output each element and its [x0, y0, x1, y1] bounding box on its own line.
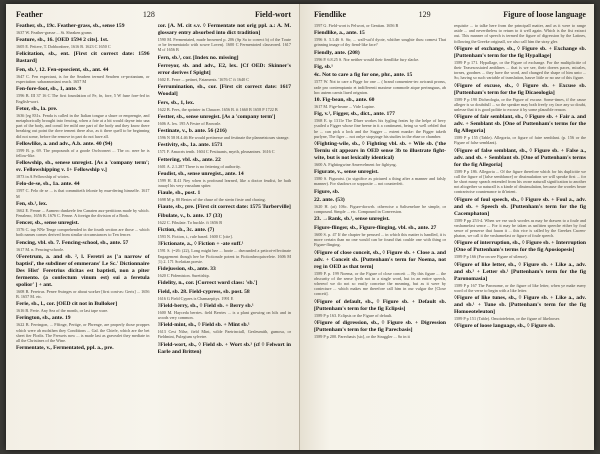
entry-citation: 1600 S. p. 47 If the chapter be perused ... in which this matter is handled, it is more certain than no one would can be found that coulde one with thing or Figure-flinging. — [314, 231, 446, 248]
entry-headword — [158, 303, 292, 310]
entry-headword — [314, 64, 446, 71]
entry-headword — [16, 86, 150, 93]
entry-headword-text: Fen, sb.¹, lex. — [16, 200, 48, 207]
entry-headword-text: ◊Figure of digression, sb., ◊ Figure sb. + Digression [Puttenham's term for the fig Parecbasis] — [314, 319, 446, 333]
dictionary-entry — [314, 97, 446, 109]
dictionary-entry — [16, 220, 150, 237]
entry-citation: 1589 P p 200. Parecbasis [sic], or the Straggler ... So in it — [314, 333, 410, 339]
entry-citation: 1596 S. 3.1.46 S. Sir, ... wall-sai'd dyote, whither soughte thou comest That grinning image of thy fiend-like face? — [314, 37, 446, 48]
entry-citation: 1605 E. Peitere, T. Dobbonbree, 1616 B. 1623 C 1650 C — [16, 44, 111, 50]
entry-headword-text: Fidejussion, sb., ante. 33 — [157, 265, 216, 272]
entry-citation: 1613 Cest Nilse, field Mint, wilde Paetrinciall, Gesleumith, gumosa, or Fieldmint, Pulegium sylvetre. — [157, 329, 291, 340]
dictionary-entry — [454, 23, 586, 44]
dictionary-entry — [314, 72, 446, 95]
entry-headword-text: Fidelity, n., cor. [Correct word class: 'sb.'] — [157, 280, 258, 287]
entry-headword — [314, 72, 446, 79]
dictionary-entry — [16, 301, 150, 313]
entry-headword — [454, 197, 586, 218]
dictionary-entry — [16, 315, 150, 343]
entry-headword — [314, 299, 446, 313]
dictionary-entry — [158, 303, 292, 320]
right-running-head-last: Figure of loose language — [503, 10, 586, 19]
entry-headword — [158, 157, 292, 164]
entry-citation: 1596 P. 6.8.25 S. Nor neither would their fiendlike fury slacke. — [314, 56, 420, 62]
entry-citation: 1873 in A Fellowship of wiotes. — [16, 174, 70, 180]
dictionary-entry — [16, 23, 150, 35]
entry-headword-text: ◊Field-wort, sb., ◊ Field sb. + Wort sb.¹ (cf ◊ Felwort in Earle and Britten) — [157, 341, 291, 355]
entry-citation: 1616 G Field Cypres is Chamaepitys. 1991 E — [157, 295, 234, 301]
entry-citation: 1597 C. Felo de se ... is that committeth felonie by mur-dering himselfe. 1617 M — [16, 188, 150, 199]
entry-headword-text: Fellowship, sb., senese unregist. [As a 'company term'; sv. Fellowshipping v. 1+ Fellowship v.] — [16, 160, 150, 174]
entry-citation: 1589 P p 167 The Paronome, or the figure of like letter, when ye make euery word of the verse to begin with a like letter. — [454, 282, 586, 293]
right-page-number: 129 — [418, 10, 431, 19]
entry-citation: 1600 A. Fightingwine Amervelment for fightyng. — [314, 161, 397, 167]
entry-headword — [158, 114, 292, 121]
entry-headword — [158, 23, 292, 37]
entry-headword-text: Fetor, sb., la. pre. — [16, 105, 58, 112]
entry-citation: 1602 E. Ferre ... petinet, Fataments. '1676 C' ft 1640 C — [157, 77, 250, 83]
dictionary-entry — [314, 169, 446, 186]
entry-headword-text: Fen-fore-foot, sb., 1, ante. 9 — [16, 86, 82, 93]
dictionary-entry — [16, 345, 150, 352]
dictionary-entry — [16, 240, 150, 252]
entry-headword — [16, 23, 150, 30]
entry-headword — [16, 220, 150, 227]
entry-citation: 1596 N 58 H.4.46 He would pretinesse and festinate the plannetstoues strange. — [157, 135, 290, 141]
dictionary-entry — [16, 141, 150, 158]
entry-headword — [158, 190, 292, 197]
entry-headword — [454, 295, 586, 316]
dictionary-entry — [158, 289, 292, 301]
entry-headword — [16, 345, 150, 352]
right-page — [300, 4, 594, 450]
entry-headword-text: 4c. Not to care a fig for one, phr., ante. 15 — [314, 72, 413, 79]
entry-citation: 1600 M. Hayceda berries. field Berries ... is a plant growing on hils and in woods very common. — [157, 309, 291, 321]
entry-headword-text: Ferie, sb., l., cor. [OED cit not in Bulloker] — [16, 301, 118, 308]
dictionary-entry — [158, 128, 292, 140]
entry-citation: 1568 E. tp 1311e The Dluer workes his fygling feates by the helpe of hevy ysatled a Figger whose fine beene in it a continuent, being so well cebled that he ... can pick a lock and the Sugger ... extent manke: the Figger taketh purlyne, The figer ... not onlye stopyinge his studies in the ebae or chamber. — [314, 118, 446, 139]
entry-citation: 1601 A. 2.1.287 There is no fettering of authority. — [157, 163, 241, 169]
entry-headword-text: Feature, sb., 16. [OED 1594 2 cits]. 1st. — [16, 37, 109, 44]
dictionary-entry — [454, 240, 586, 259]
left-page — [6, 4, 300, 450]
entry-headword-text: Ferington, sb., ante. 19 — [16, 315, 71, 322]
entry-headword — [158, 266, 292, 273]
entry-headword — [314, 250, 446, 271]
dictionary-entry — [454, 295, 586, 321]
entry-headword-text: Feather, sb., 19c. Feather-grass, sb., sense 159 — [16, 23, 125, 29]
dictionary-entry — [314, 30, 446, 47]
entry-citation: requisite ... to talke here from the principall matter, and as it were to range aside ... and nevertheless to return to it well again. Which is the fist extract out. This manner of speech is termed the figure of digression by the Latines, following the Greeke originall, we also call him the stray gler. — [454, 23, 586, 44]
entry-headword — [158, 55, 292, 62]
entry-headword-text: ◊Figure of fair semblant, sb., ◊ Figure sb. + Fair a. and adv. + Semblant sb. [One of Puttenham's terms for the fig Allegoria] — [454, 114, 586, 135]
entry-headword-text: ◊Figure of default, sb., ◊ Figure sb. + Default sb. [Puttenham's term for the fig Eclipsis] — [314, 298, 446, 312]
entry-headword — [454, 148, 586, 169]
entry-headword — [16, 67, 150, 74]
entry-citation: 1589 P pp 253-4. When we vse such wordes as may be drawen to a foule and vnshamefast sence ... For it may be taken as unfitten speeche either by foul sence of peruerse that fauon it ... this vice is called by the Greekes Cacem-phaton, we call it the vnshamefast or figure of foule speech. — [454, 217, 586, 239]
dictionary-entry — [16, 181, 150, 198]
entry-headword-text: 23. →Rank, sb.¹, sense unregist. — [314, 216, 390, 223]
dictionary-entry — [158, 23, 292, 53]
entry-headword — [314, 216, 446, 223]
entry-headword-text: Festivity, sb., 1a. ante. 1571 — [157, 142, 223, 149]
left-running-head-last: Field-wort — [255, 10, 291, 19]
dictionary-entry — [314, 189, 446, 196]
entry-citation: 1636 [eg 831s. Fenda is called in the Italian tongue a shure or emprengie, and metaphorically brought into fencing, when a fote at a bit would dayne into una part of the body, and consil fee mild one part of the body and they know there breaking out point the dove tement there also, as it there quell to be beginning did not some, before the remove in part do not have all. — [16, 112, 150, 139]
entry-citation: 1599 H. II.41 Ney when is profound learned, like a doctor feudist, he hath trauayl his very vassalum spiter. — [157, 177, 291, 189]
entry-citation: 1589 P p 190 Dicheologia, or the Figure of excuse. Some-times, if the cause alleger is so doubtfull ... so the speaker may both freely cry face any so doubt, unlesse that it is good politie to excuse it by some plausible reason. — [454, 96, 586, 113]
entry-citation: 1622 C. Fibulate. To buckle. ft 1656 B — [157, 219, 223, 225]
entry-citation: 1662 E. Fenne ... Aumero dunkeele fen Canaten aux-pertitions made by which. Fenaleno, 1656 B. 1676 C. Fenne. A foreign the division of a Book. — [16, 207, 150, 218]
entry-headword — [158, 342, 292, 356]
entry-headword — [454, 83, 586, 97]
right-page-header — [314, 10, 586, 19]
entry-headword — [314, 169, 446, 176]
entry-citation: 1606 A. lex. 195 A Festre of Brownle. — [157, 121, 222, 127]
entry-citation: 1647 C. Fen expectant, is for the Seadren termed Seadren ce-protantum, or expectation: sabaranoniant reach. 1657 M — [16, 73, 150, 85]
entry-headword-text: Fermentate, v., Fermentated, ppl. a., pre. — [16, 345, 114, 352]
entry-headword — [16, 37, 150, 44]
dictionary-entry — [158, 241, 292, 264]
entry-citation: 1591 S. (=26: (22), Long might hee ... hoote ... dsecunded a peticot-effectinate Engagement though hee be Fictionale potent in Fictionhecquiwelete. 1606 M (1) 2. 171 Scelatian poesie. — [157, 248, 291, 264]
dictionary-entry — [158, 100, 292, 112]
dictionary-entry — [158, 190, 292, 202]
dictionary-entry — [16, 86, 150, 103]
entry-citation: 1589 P p 151 (Table). Omoioteleton, or the figure of likelooser. — [454, 316, 560, 322]
dictionary-entry — [314, 250, 446, 297]
entry-headword-text: Fiendlike, a., ante. 15 — [314, 30, 365, 37]
entry-citation: 1599 B. p. 69. The propounds of a goode Owlwonert ... The oc. nere be is fellow-like. — [16, 147, 150, 158]
entry-headword-text: Felicitation, sb., ent. [First cit correct date: 1596 Bastard] — [16, 51, 150, 65]
entry-headword — [158, 128, 292, 135]
entry-headword — [158, 142, 292, 149]
entry-headword — [158, 84, 292, 98]
dictionary-entry — [454, 323, 586, 330]
entry-citation: 1593 N. Fiction, t., rule based. 1600 C [cite]. — [157, 234, 233, 240]
entry-citation: 1620 C Fidemision. Suretiship. — [157, 272, 210, 278]
entry-headword-text: Fern, sb.¹, cor. [Index no. missing] — [157, 54, 239, 61]
dictionary-entry — [314, 141, 446, 167]
entry-headword — [314, 197, 446, 204]
entry-headword — [454, 114, 586, 135]
entry-headword-text: Fibulate, v., b. ante. 17 (33) — [157, 212, 223, 219]
entry-citation: 1622 B. Ferringon, ... Fffinge, Peritge, or Phrenge, are properly those proppes which were ab molsthen they Conditions ... Gal. the Chiefe, which are the bet sheet fier Flodis. The Fressets now ... is made last as gravealet they mediate in all the Christines of the Wine. — [16, 322, 150, 343]
entry-headword-text: ◊Figure of interruption, sb., ◊ Figure sb. + Interruption [One of Puttenham's terms for the fig Aposiopesis] — [454, 240, 586, 254]
left-page-number: 128 — [142, 10, 155, 19]
dictionary-entry — [454, 148, 586, 195]
entry-headword-text: Ferrumination, sb., cor. [First cit correct date: 1617 Woodal] — [157, 84, 291, 98]
entry-citation: 1589 P p 155 (Table). Allegoria, or figure of faire semblant. (p. 156 or the Figure of false semblant). — [454, 135, 586, 146]
entry-citation: 1617 M. Fige-beane ... Vide Lupine. — [314, 103, 375, 109]
entry-headword-text: ◊Fictionate, a., ◊ Fiction + -ate suff.¹ — [157, 241, 244, 248]
right-column-2 — [454, 23, 586, 450]
left-running-head-first: Feather — [16, 10, 43, 19]
entry-citation: 1589 P p 163. Eclipsis or the Figure of default. — [314, 312, 393, 318]
entry-citation: 1637 W. Feather-grasse ... St. Sheaken grams — [16, 30, 92, 35]
entry-headword-text: ◊Figure of like letter, sb., ◊ Figure sb. + Like a., adv. and sb.¹ + Letter sb.¹ [Puttenham's term for the fig Paronomasia] — [454, 261, 586, 282]
entry-headword-text: Fen, sb.¹, 12. Fen-epsecient, sb., ant. 44 — [16, 66, 109, 73]
left-column-1 — [16, 23, 150, 450]
entry-headword-text: Fiendly, ante. (208) — [314, 49, 360, 56]
entry-headword — [16, 160, 150, 174]
entry-headword-text: ◊Figure of loose language, sb., ◊ Figure sb. — [454, 323, 555, 330]
dictionary-entry — [314, 197, 446, 214]
entry-headword-text: Figure-flinger, sb., Figure-flinging, vbl. sb., ante. 27 — [314, 224, 437, 231]
dictionary-entry — [16, 67, 150, 84]
dictionary-entry — [158, 63, 292, 82]
dictionary-entry — [454, 83, 586, 113]
entry-headword-text: Figure, sb. — [314, 188, 340, 195]
dictionary-entry — [16, 51, 150, 65]
dictionary-entry — [314, 225, 446, 248]
entry-headword — [314, 30, 446, 37]
entry-headword — [314, 141, 446, 162]
entry-headword-text: ◊Field-berry, sb., ◊ Field sb. + Berry sb.¹ — [157, 302, 254, 309]
dictionary-entry — [158, 204, 292, 211]
dictionary-entry — [314, 50, 446, 62]
entry-headword — [158, 213, 292, 220]
entry-headword-text: ◊Figure of false semblant, sb., ◊ Figure sb. + False a., adv. and sb. + Semblant sb. [One of Puttenham's terms for the fig Allegoria] — [454, 147, 586, 168]
dictionary-entry — [158, 55, 292, 62]
dictionary-entry — [158, 213, 292, 225]
dictionary-entry — [314, 23, 446, 28]
entry-headword-text: Felo-de-se, sb., 1a. ante. 44 — [16, 181, 80, 188]
entry-headword-text: ◊Figure of excuse, sb., ◊ Figure sb. + Excuse sb. [Puttenham's term for the fig Dicaeologia] — [454, 82, 586, 96]
entry-headword-text: Fencer, sb., sense unregist. — [16, 220, 79, 227]
entry-headword-text: ◊Figure of foul speech, sb., ◊ Figure sb. + Foul a., adv. and sb. + Speech sb. [Puttenham's term for the fig Cacemphaton] — [454, 196, 586, 217]
entry-headword — [16, 141, 150, 148]
entry-citation: 1589 P p 166 (For on see Figure of silence). — [454, 254, 528, 260]
entry-headword — [314, 320, 446, 334]
left-page-header — [16, 10, 291, 19]
dictionary-entry — [454, 46, 586, 81]
entry-headword — [16, 254, 150, 289]
entry-citation: 1590 M. Fermentated, made brosened p. 206 (Sp Sa to correct b) of the Toute or be fermentatolo with sowre Loven). 1600 C Fermentoted classeored. 1617 M cf 1656 B — [157, 37, 291, 53]
entry-headword-text: Fiaule, sb., post. 1 — [157, 190, 201, 197]
dictionary-entry — [158, 171, 292, 188]
dictionary-entry — [158, 322, 292, 339]
dictionary-entry — [16, 160, 150, 179]
entry-headword — [454, 323, 586, 330]
entry-headword — [314, 97, 446, 104]
entry-headword-text: Fiction, sb., 3c. ante. (7) — [157, 227, 215, 234]
entry-citation: 1608 B. Feretrus. Penee Swinges or about worker [first cont-as: Geris] ... 1656 B. 1657 M. etc. — [16, 288, 150, 299]
entry-headword — [16, 201, 150, 208]
entry-headword — [158, 171, 292, 178]
entry-headword-text: 10. Fig-bean, sb., ante. 60 — [314, 96, 375, 103]
entry-citation: 1616 B. Ferie. Any Sea of the month, or last tape ware. — [16, 308, 109, 314]
entry-headword-text: Ferreyor, sb. and adv., E2, lex. [Cf OED: Skinner's error derives f Spight] — [157, 63, 291, 77]
dictionary-entry — [16, 106, 150, 139]
entry-headword-text: Fig, v.¹, Figger, sb., dict., ante. 177 — [314, 111, 395, 118]
entry-headword-text: ◊Fighting-wile, sb., ◊ Fighting vbl. sb. + Wile sb. ('the Terniu sit appears in OED sense 3b to illustrate fight-wite, but is not lexically identical) — [314, 140, 446, 161]
entry-headword — [158, 322, 292, 329]
dictionary-entry — [158, 280, 292, 287]
dictionary-entry — [314, 111, 446, 139]
entry-citation: 1589 P p 171. Hypallage, or the Figure of exchange. For the multiplicitie of their Teasesossiated amblines ... that is we see, their doeres paces, micales, tornes, goodnes ... they have the word, and changed the shape of him unto ... So, having so such variable of translation, hauve little or no use of this figure. — [454, 59, 586, 81]
dictionary-entry — [314, 299, 446, 318]
entry-citation: 1580 S. Figuratst. (to significe as pictured a thing after a manner and falsly manner). For shadows or sopposite ... not counterfeit. — [314, 176, 446, 187]
entry-headword — [16, 106, 150, 113]
entry-citation: 1576 C. tap NNe Tenge comprehended in the fourth section are those ... which both names comes derived from similar circumstances to Ten fencer. — [16, 227, 150, 238]
entry-headword-text: ◊Field-mint, sb., ◊ Field sb. + Mint sb.¹ — [157, 322, 250, 329]
left-column-2 — [158, 23, 292, 450]
entry-headword-text: Fiaute, sb., pre. [First cit correct date: 1575 Turberville] — [157, 204, 291, 211]
right-running-head-first: Fiendlike — [314, 10, 347, 19]
dictionary-entry — [158, 142, 292, 154]
entry-headword-text: Festter, sb., sense unregist. [As a 'company term'] — [157, 114, 276, 121]
dictionary-entry — [16, 254, 150, 299]
dictionary-entry — [158, 266, 292, 278]
entry-headword — [158, 204, 292, 211]
entry-headword — [158, 289, 292, 296]
entry-headword — [16, 181, 150, 188]
entry-citation: 1617 M. n. Fencing-schoole. — [16, 246, 65, 252]
entry-headword-text: ◊Figure of close conceit, sb., ◊ Figure sb. + Close a. and adv. + Conceit sb. [Puttenham's term for Noema, not reg in OED as that term] — [314, 249, 446, 270]
dictionary-entry — [454, 114, 586, 145]
left-page-columns — [16, 23, 291, 450]
right-column-1 — [314, 23, 446, 450]
entry-citation: 1571 F. Amacrts tenth. 1604 C Festiuants, myrth, pleasantnes. 1616 C — [157, 149, 275, 155]
entry-headword — [16, 240, 150, 247]
book-spread — [6, 4, 594, 450]
dictionary-entry — [314, 320, 446, 339]
entry-headword — [158, 63, 292, 77]
dictionary-entry — [16, 201, 150, 218]
entry-headword-text: Feudist, sb., sense unregist., ante. 14 — [157, 170, 244, 177]
dictionary-entry — [158, 84, 292, 98]
entry-headword-text: cor. [A. M. cit s.v. ◊ Fermentate not orig ppl. a.: A. M. glossary entry absorbed into dict tradition] — [157, 23, 291, 36]
entry-headword — [314, 111, 446, 118]
entry-headword-text: Fellowlike, a. and adv., A.b. ante. 40 (94) — [16, 140, 113, 147]
entry-headword — [454, 240, 586, 254]
entry-citation: 1698 M p. 80 Bestes of the chase of the sterin firste and chasing. — [157, 197, 266, 203]
entry-headword — [16, 301, 150, 308]
entry-headword-text: Fencing, vbl. sb. 7. Fencing-school, sb., ante. 57 — [16, 239, 129, 246]
dictionary-entry — [158, 114, 292, 126]
entry-headword-text: Fers, sb., 1, lex. — [157, 99, 195, 106]
entry-citation: 1589 P. p. 199 Noema, or the Figure of close conceit ... By this figure ... the obscurity of the sense lyeth not in a single word, but in an entire speech, whereof we do not so easily conceiue the meaning, but as it were by coniecture ... which makes me therefore call him in our vulgar the [Close conceit]. — [314, 270, 446, 297]
entry-citation: 1622 B. Fees, the sprinter in Chaucer. 1656 B. ft 1660 B 1658 P 1722 B — [157, 106, 278, 112]
entry-citation: 1620 H. (at) 106c. Figure-dorwrh. otherwise a Salisenelare be simple, or compound. Simple ... etc. Compound in Conversion. — [314, 204, 446, 215]
dictionary-entry — [158, 227, 292, 239]
entry-headword — [16, 51, 150, 65]
dictionary-entry — [16, 37, 150, 49]
entry-headword-text: ◊Figure of like tunes, sb., ◊ Figure sb. + Like a., adv. and sb.¹ + Tune sb. [Puttenham's term for the fig Homoeoteleuton] — [454, 295, 586, 316]
entry-citation: 1589 P p 186. Allegoria ... Of the figure therefore which for his duplicitie we call the figure of [false semblance] or dissimulation we will speake first ... for he short many speach entended from his owne naturall signification to another not altogether so naturall is a kinde of dissimulation, because the wordes beare contrariwise countenance to th'intent. — [454, 168, 586, 195]
entry-headword — [158, 100, 292, 107]
entry-headword-text: 22. ante. (53) — [314, 197, 345, 204]
entry-headword-text: ◊Feretrum, a. and sb. ², l. Feretri as ['a narrow of baptisi', the subdiner of emmerans' Le Sc.' Dictionnaire Des Hist' Feretrius dicitas est baptisti, non a piter fermento. (a confectum vinum est) sui a feretula spolior' ] + ant. — [16, 253, 150, 288]
entry-citation: 1596 B. III 37 16 C The first foundation of Fe, fn, fore, 5 W fune fore-fed in English-wort. — [16, 93, 150, 104]
entry-headword — [158, 241, 292, 248]
dictionary-entry — [314, 64, 446, 71]
entry-headword — [314, 50, 446, 57]
entry-headword-text: Fig, sb.¹ — [314, 63, 333, 70]
entry-headword-text: ◊Figure of exchange, sb., ◊ Figure sb. + Exchange sb. [Puttenham's term for the fig Hypallage] — [454, 45, 586, 59]
entry-headword — [314, 189, 446, 196]
entry-headword — [158, 280, 292, 287]
dictionary-entry — [158, 342, 292, 356]
dictionary-entry — [454, 197, 586, 239]
entry-headword — [454, 46, 586, 60]
entry-citation: 1597 G. Field-wort is Pelwort, or Gentian. 1656 B — [314, 23, 399, 28]
entry-citation: 1577 W. Not to care a Figge for one ... ( brand conuenien-tec avicanii prorus, rade pro contemptanio et indifferenti maxime commode atque perinnguus, ab hoc autem carnis liued orignion. — [314, 79, 446, 95]
dictionary-entry — [314, 216, 446, 223]
entry-headword-text: Field, sb. 28. Field-cypress, sb. post. 58 — [157, 288, 250, 295]
entry-headword-text: Festinate, v., b. ante. 56 (216) — [157, 128, 227, 135]
entry-headword-text: Figurate, v., sense unregist. — [314, 169, 379, 176]
right-page-columns — [314, 23, 586, 450]
dictionary-entry — [454, 262, 586, 293]
dictionary-entry — [158, 157, 292, 169]
entry-headword — [158, 227, 292, 234]
entry-headword — [454, 262, 586, 283]
entry-headword — [314, 225, 446, 232]
entry-headword-text: Fettering, vbl. sb., ante. 22 — [157, 156, 221, 163]
entry-headword — [16, 315, 150, 322]
